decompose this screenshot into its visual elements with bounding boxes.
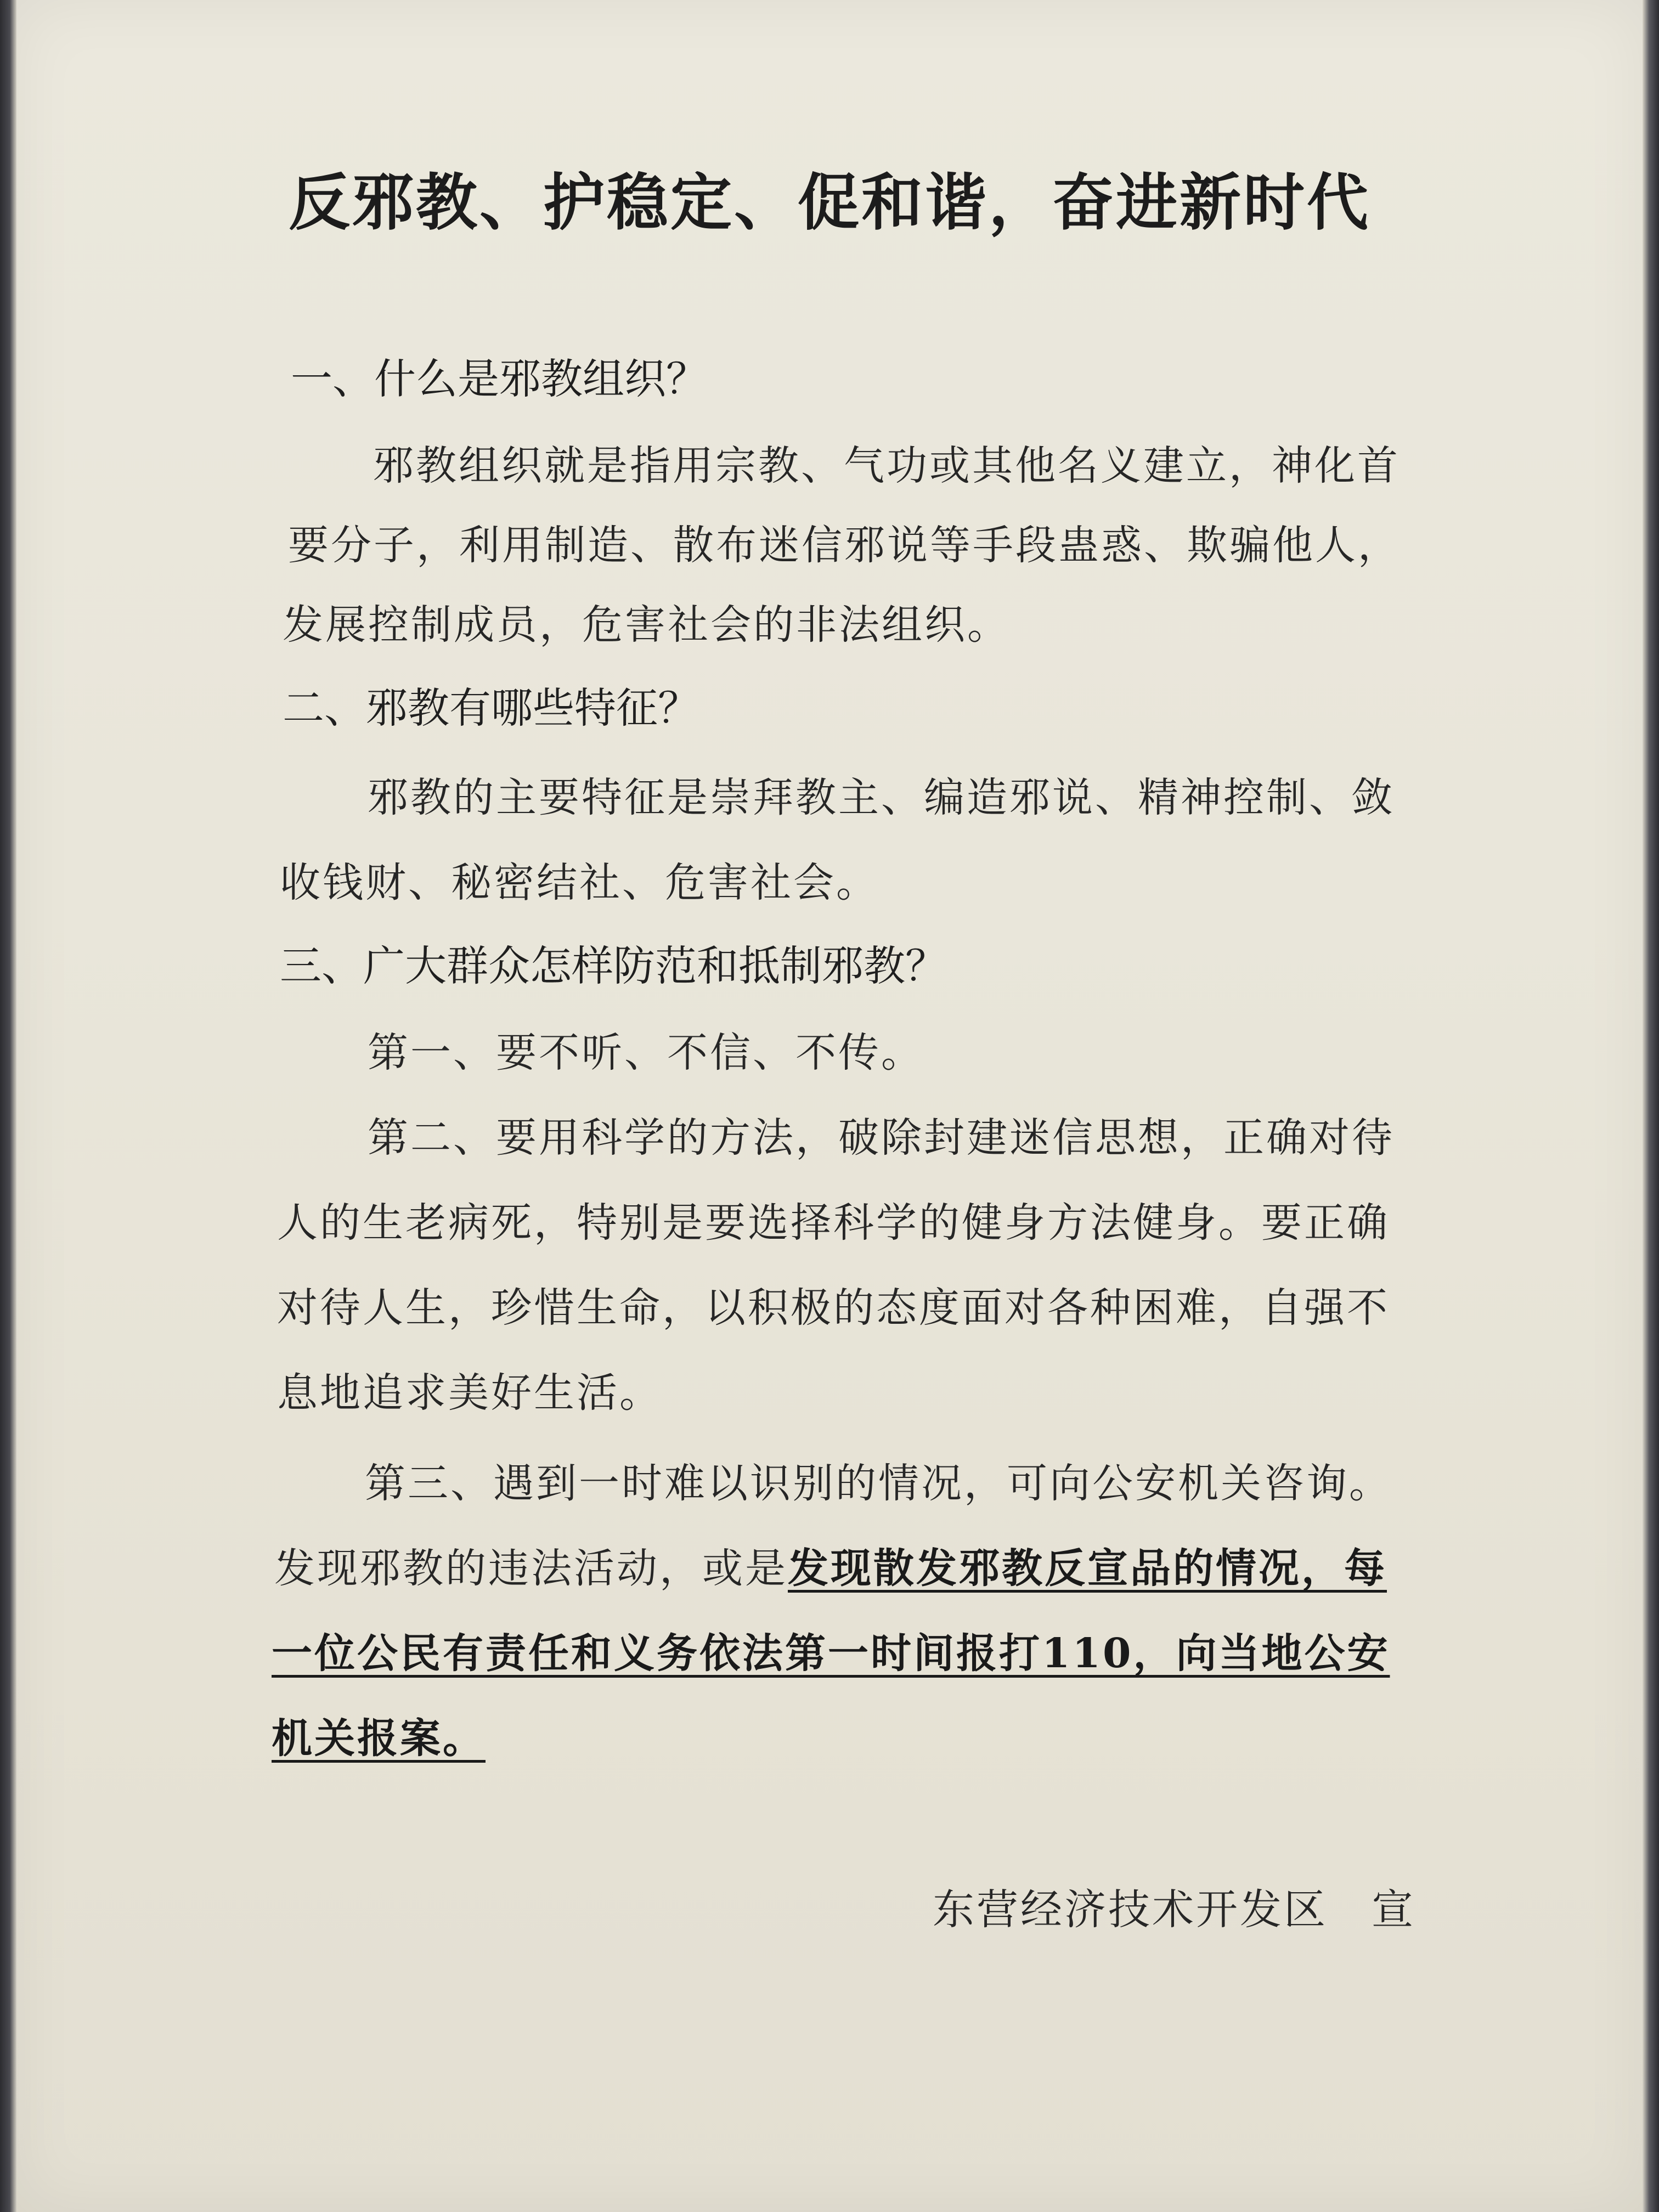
section3-point2-line: 息地追求美好生活。 — [277, 1369, 662, 1417]
section2-line: 收钱财、秘密结社、危害社会。 — [280, 859, 879, 906]
document-page — [16, 0, 1643, 2212]
section3-point3-line: 第三、遇到一时难以识别的情况，可向公安机关咨询。 — [365, 1460, 1392, 1507]
document-title: 反邪教、护稳定、促和谐，奋进新时代 — [289, 167, 1370, 239]
section1-heading: 一、什么是邪教组织？ — [291, 354, 708, 403]
page-edge-right — [1643, 0, 1659, 2212]
section3-point2-line: 第二、要用科学的方法，破除封建迷信思想，正确对待 — [368, 1114, 1395, 1161]
section2-line: 邪教的主要特征是崇拜教主、编造邪说、精神控制、敛 — [368, 774, 1395, 821]
page-edge-left — [0, 0, 16, 2212]
point3-plain-text: 发现邪教的违法活动，或是 — [274, 1545, 788, 1592]
point3-underlined-text: 一位公民有责任和义务依法第一时间报打110，向当地公安 — [272, 1630, 1390, 1677]
section3-point3-line — [272, 1706, 486, 1764]
issuer-signature: 东营经济技术开发区 宣 — [933, 1885, 1415, 1934]
section3-point2-line: 对待人生，珍惜生命，以积极的态度面对各种困难，自强不 — [277, 1284, 1390, 1331]
section1-line: 发展控制成员，危害社会的非法组织。 — [283, 601, 1010, 648]
section1-line: 邪教组织就是指用宗教、气功或其他名义建立，神化首 — [373, 442, 1400, 489]
point3-underlined-text: 发现散发邪教反宣品的情况，每 — [788, 1545, 1387, 1592]
section1-line: 要分子，利用制造、散布迷信邪说等手段蛊惑、欺骗他人， — [288, 522, 1401, 569]
section3-point3-line — [272, 1621, 1390, 1679]
section3-point2-line: 人的生老病死，特别是要选择科学的健身方法健身。要正确 — [277, 1199, 1390, 1246]
section3-heading: 三、广大群众怎样防范和抵制邪教？ — [280, 941, 947, 990]
point3-underlined-text: 机关报案。 — [272, 1715, 486, 1762]
section2-heading: 二、邪教有哪些特征？ — [283, 684, 699, 732]
section3-point1: 第一、要不听、不信、不传。 — [368, 1029, 924, 1076]
section3-point3-line — [274, 1536, 1387, 1594]
